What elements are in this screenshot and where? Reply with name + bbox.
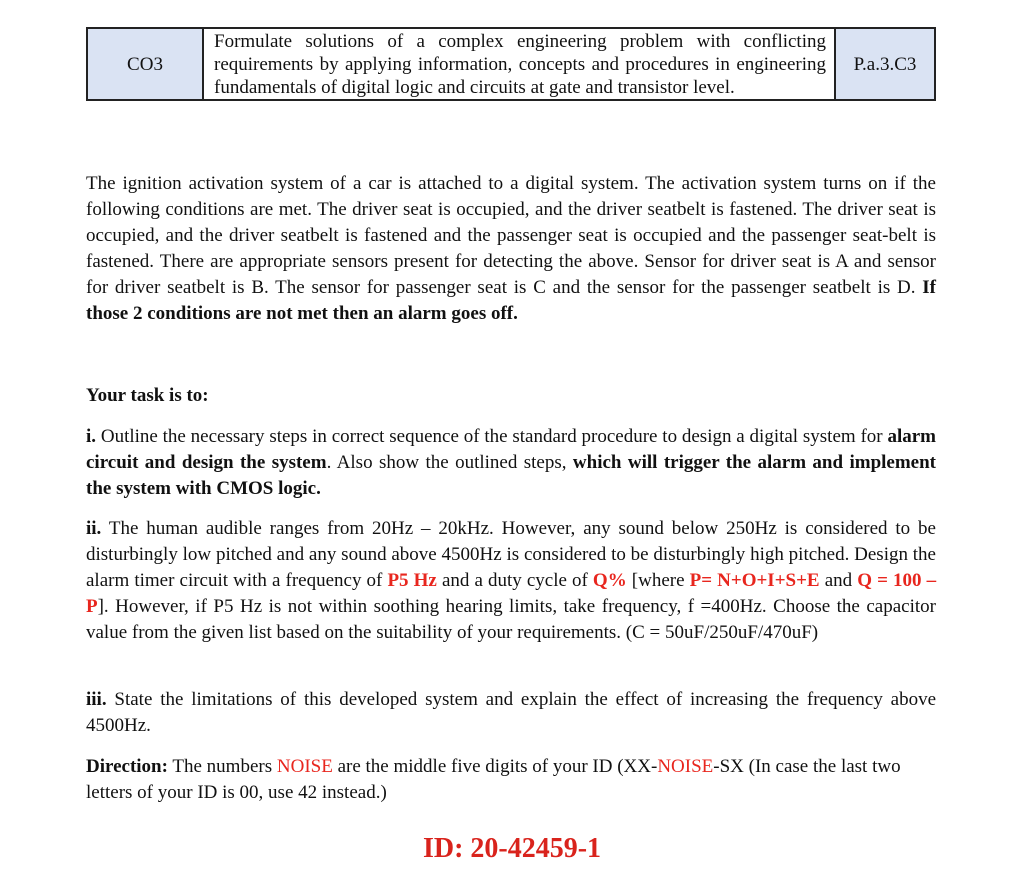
task-ii-text: and a duty cycle of (441, 570, 588, 591)
p-formula: P= N+O+I+S+E (689, 570, 820, 591)
q-formula: Q = 100 – P (86, 570, 937, 617)
direction-text: are the middle five digits of your ID (XX- (337, 756, 658, 777)
outcome-description: Formulate solutions of a complex engineering problem with conflicting requirements by applying information, concepts and procedures in engineering fundamentals of digital logic and circuits at gate and transistor level. (203, 28, 835, 100)
direction-text: -SX (In case the last two letters of your ID is 00, use 42 instead.) (86, 756, 901, 803)
task-i-text: . Also show the outlined steps, (326, 452, 567, 473)
table-row (87, 28, 935, 100)
frequency-variable: P5 Hz (387, 570, 437, 591)
duty-cycle-variable: Q% (592, 570, 627, 591)
scenario-bold-text: If those 2 conditions are not met then an alarm goes off. (86, 277, 936, 324)
task-ii-label: ii. (86, 518, 102, 539)
student-id: ID: 20-42459-1 (422, 833, 602, 864)
task-i-text: Outline the necessary steps in correct sequence of the standard procedure to design a digital system for (100, 426, 883, 447)
task-iii-label: iii. (86, 689, 107, 710)
noise-keyword: NOISE (276, 756, 333, 777)
task-ii-text: and (824, 570, 853, 591)
direction-text: The numbers (172, 756, 273, 777)
noise-keyword: NOISE (657, 756, 714, 777)
task-i-bold: alarm circuit and design the system (86, 426, 936, 473)
task-ii (86, 516, 936, 646)
task-ii-text: [where (631, 570, 685, 591)
task-i (86, 424, 936, 502)
task-i-label: i. (86, 426, 97, 447)
outcome-level: P.a.3.C3 (835, 28, 935, 100)
task-iii-text: State the limitations of this developed system and explain the effect of increasing the frequency above 4500Hz. (86, 689, 937, 736)
course-outcome-table (86, 27, 936, 101)
task-heading: Your task is to: (86, 385, 209, 406)
task-ii-text: The human audible ranges from 20Hz – 20kHz. However, any sound below 250Hz is considered to be disturbingly low pitched and any sound above 4500Hz is considered to be disturbingly high pitched. Design the alarm timer circuit with a frequency of (86, 518, 936, 591)
scenario-text: The ignition activation system of a car is attached to a digital system. The activation system turns on if the following conditions are met. The driver seat is occupied, and the driver seatbelt is fastened. The driver seat is occupied, and the driver seatbelt is fastened and the passenger seat is occupied and the passenger seat-belt is fastened. There are appropriate sensors present for detecting the above. Sensor for driver seat is A and sensor for driver seatbelt is B. The sensor for passenger seat is C and the sensor for the passenger seatbelt is D. (86, 173, 936, 298)
scenario-paragraph (86, 171, 936, 327)
task-ii-text: ]. However, if P5 Hz is not within soothing hearing limits, take frequency, f =400Hz. Choose the capacitor value from the given list based on the suitability of your requirements. (C = 50uF/250uF/470uF) (86, 596, 936, 643)
task-i-bold: which will trigger the alarm and implement the system with CMOS logic. (86, 452, 937, 499)
direction-label: Direction: (86, 756, 168, 777)
direction (86, 754, 936, 806)
outcome-code: CO3 (87, 28, 203, 100)
task-iii (86, 687, 936, 739)
